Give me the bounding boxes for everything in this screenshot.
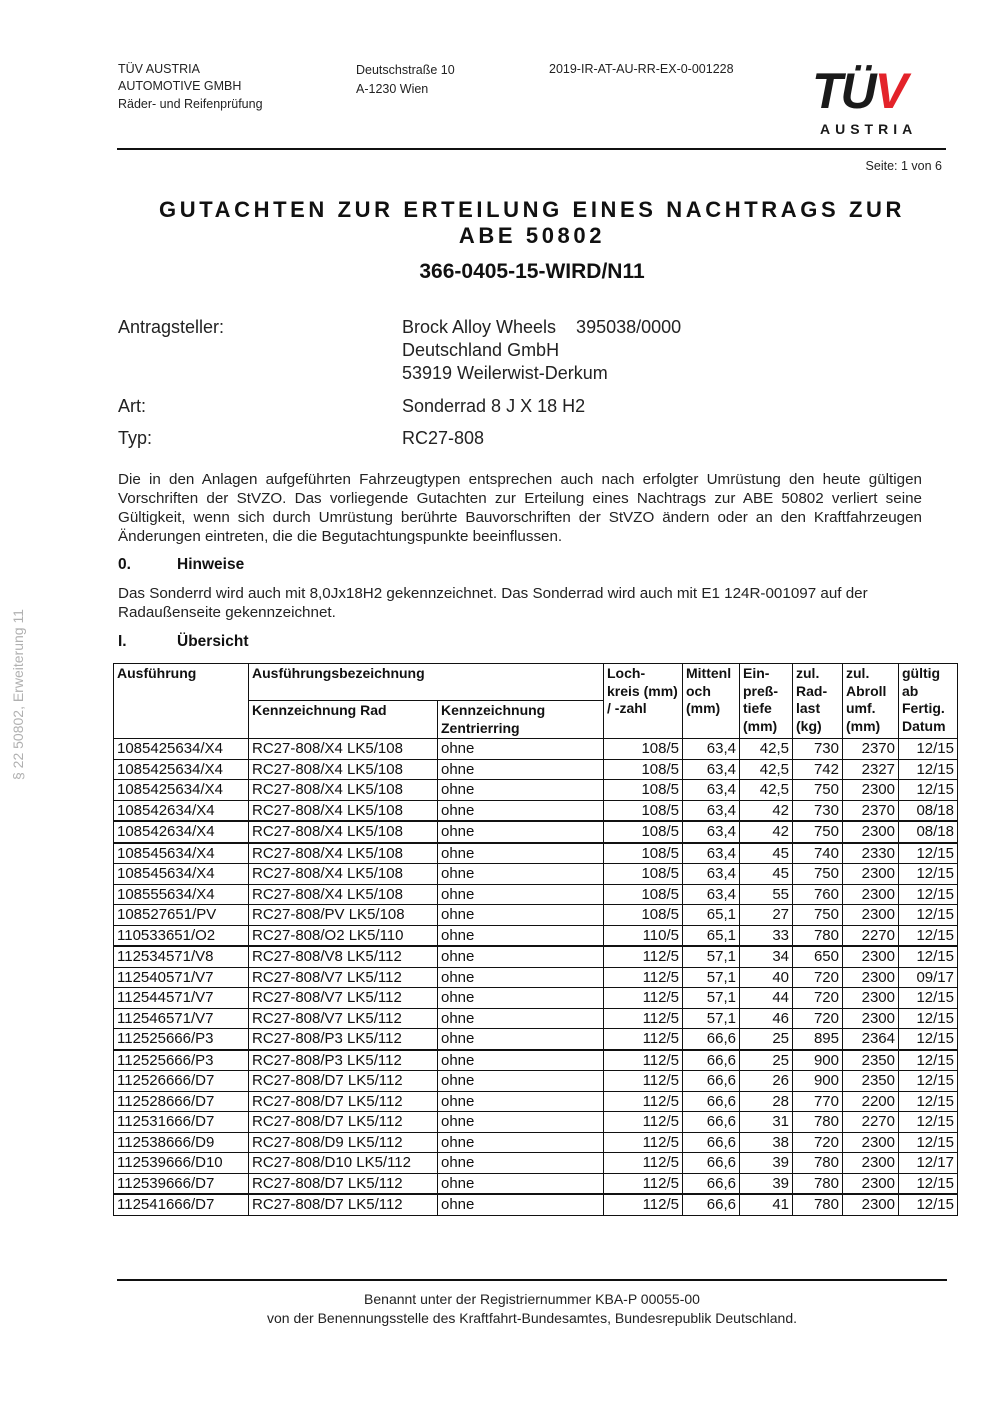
cell-ausfuehrung: 112544571/V7 xyxy=(114,988,249,1009)
cell-einpresstiefe: 38 xyxy=(740,1132,793,1153)
org-line: AUTOMOTIVE GMBH xyxy=(118,79,242,93)
cell-mittenloch: 57,1 xyxy=(683,988,740,1009)
cell-radlast: 750 xyxy=(793,821,843,843)
cell-einpresstiefe: 42,5 xyxy=(740,739,793,760)
cell-kennz-rad: RC27-808/D10 LK5/112 xyxy=(249,1153,438,1174)
cell-abrollumfang: 2330 xyxy=(843,843,899,864)
cell-kennz-rad: RC27-808/X4 LK5/108 xyxy=(249,884,438,905)
table-row xyxy=(114,1091,958,1112)
cell-mittenloch: 66,6 xyxy=(683,1194,740,1215)
cell-kennz-ring: ohne xyxy=(438,800,604,821)
cell-ausfuehrung: 112539666/D7 xyxy=(114,1173,249,1194)
table-row xyxy=(114,843,958,864)
cell-lochkreis: 108/5 xyxy=(604,905,683,926)
cell-abrollumfang: 2350 xyxy=(843,1050,899,1071)
cell-gueltig: 08/18 xyxy=(899,800,958,821)
cell-einpresstiefe: 46 xyxy=(740,1008,793,1029)
cell-ausfuehrung: 112525666/P3 xyxy=(114,1050,249,1071)
cell-ausfuehrung: 112539666/D10 xyxy=(114,1153,249,1174)
table-row xyxy=(114,988,958,1009)
cell-einpresstiefe: 25 xyxy=(740,1029,793,1050)
cell-abrollumfang: 2300 xyxy=(843,967,899,988)
table-header-row xyxy=(114,664,958,701)
table-row xyxy=(114,1173,958,1194)
col-header-ausfuehrung: Ausführung xyxy=(114,664,249,739)
cell-kennz-rad: RC27-808/X4 LK5/108 xyxy=(249,864,438,885)
cell-kennz-ring: ohne xyxy=(438,864,604,885)
section-number: 0. xyxy=(118,556,131,573)
cell-lochkreis: 112/5 xyxy=(604,1029,683,1050)
cell-kennz-rad: RC27-808/O2 LK5/110 xyxy=(249,925,438,946)
cell-mittenloch: 63,4 xyxy=(683,739,740,760)
cell-lochkreis: 108/5 xyxy=(604,843,683,864)
cell-einpresstiefe: 34 xyxy=(740,946,793,967)
cell-kennz-rad: RC27-808/D7 LK5/112 xyxy=(249,1194,438,1215)
cell-kennz-rad: RC27-808/D7 LK5/112 xyxy=(249,1112,438,1133)
cell-kennz-rad: RC27-808/X4 LK5/108 xyxy=(249,843,438,864)
cell-einpresstiefe: 25 xyxy=(740,1050,793,1071)
cell-gueltig: 12/15 xyxy=(899,925,958,946)
logo-wordmark xyxy=(812,63,907,119)
cell-lochkreis: 112/5 xyxy=(604,1132,683,1153)
cell-mittenloch: 66,6 xyxy=(683,1173,740,1194)
table-row xyxy=(114,759,958,780)
cell-kennz-rad: RC27-808/D7 LK5/112 xyxy=(249,1071,438,1092)
section-number: I. xyxy=(118,633,127,650)
cell-kennz-rad: RC27-808/D7 LK5/112 xyxy=(249,1091,438,1112)
address-block xyxy=(356,61,455,99)
cell-gueltig: 12/15 xyxy=(899,1112,958,1133)
document-title xyxy=(118,197,946,249)
cell-ausfuehrung: 112534571/V8 xyxy=(114,946,249,967)
table-row xyxy=(114,1029,958,1050)
cell-gueltig: 09/17 xyxy=(899,967,958,988)
cell-kennz-rad: RC27-808/X4 LK5/108 xyxy=(249,739,438,760)
cell-ausfuehrung: 112541666/D7 xyxy=(114,1194,249,1215)
cell-radlast: 780 xyxy=(793,925,843,946)
cell-gueltig: 12/15 xyxy=(899,1173,958,1194)
cell-einpresstiefe: 55 xyxy=(740,884,793,905)
cell-radlast: 720 xyxy=(793,1132,843,1153)
footer-line-1: Benannt unter der Registriernummer KBA-P 00055-00 xyxy=(364,1291,700,1307)
cell-einpresstiefe: 39 xyxy=(740,1173,793,1194)
cell-abrollumfang: 2370 xyxy=(843,739,899,760)
cell-gueltig: 12/15 xyxy=(899,988,958,1009)
cell-abrollumfang: 2300 xyxy=(843,946,899,967)
cell-ausfuehrung: 112540571/V7 xyxy=(114,967,249,988)
cell-ausfuehrung: 112538666/D9 xyxy=(114,1132,249,1153)
cell-lochkreis: 108/5 xyxy=(604,739,683,760)
cell-lochkreis: 108/5 xyxy=(604,759,683,780)
cell-mittenloch: 66,6 xyxy=(683,1029,740,1050)
cell-mittenloch: 66,6 xyxy=(683,1071,740,1092)
cell-radlast: 720 xyxy=(793,988,843,1009)
cell-kennz-rad: RC27-808/P3 LK5/112 xyxy=(249,1029,438,1050)
cell-radlast: 742 xyxy=(793,759,843,780)
typ-value: RC27-808 xyxy=(402,428,485,448)
logo-v-text: V xyxy=(874,63,907,119)
cell-lochkreis: 112/5 xyxy=(604,1008,683,1029)
table-row xyxy=(114,967,958,988)
cell-mittenloch: 63,4 xyxy=(683,884,740,905)
cell-radlast: 750 xyxy=(793,905,843,926)
table-row xyxy=(114,946,958,967)
cell-mittenloch: 66,6 xyxy=(683,1091,740,1112)
cell-mittenloch: 63,4 xyxy=(683,843,740,864)
cell-lochkreis: 108/5 xyxy=(604,884,683,905)
cell-gueltig: 12/15 xyxy=(899,1050,958,1071)
cell-abrollumfang: 2300 xyxy=(843,884,899,905)
document-number: 366-0405-15-WIRD/N11 xyxy=(419,260,645,283)
cell-kennz-rad: RC27-808/D7 LK5/112 xyxy=(249,1173,438,1194)
cell-abrollumfang: 2270 xyxy=(843,925,899,946)
cell-abrollumfang: 2300 xyxy=(843,1173,899,1194)
cell-abrollumfang: 2327 xyxy=(843,759,899,780)
table-row xyxy=(114,821,958,843)
cell-kennz-ring: ohne xyxy=(438,1071,604,1092)
table-row xyxy=(114,800,958,821)
table-row xyxy=(114,1194,958,1215)
table-row xyxy=(114,1132,958,1153)
cell-gueltig: 12/15 xyxy=(899,946,958,967)
cell-kennz-rad: RC27-808/V7 LK5/112 xyxy=(249,967,438,988)
cell-kennz-ring: ohne xyxy=(438,1173,604,1194)
page-indicator: Seite: 1 von 6 xyxy=(865,159,942,173)
cell-radlast: 740 xyxy=(793,843,843,864)
cell-kennz-rad: RC27-808/P3 LK5/112 xyxy=(249,1050,438,1071)
cell-mittenloch: 66,6 xyxy=(683,1153,740,1174)
cell-ausfuehrung: 1085425634/X4 xyxy=(114,759,249,780)
cell-einpresstiefe: 45 xyxy=(740,864,793,885)
antragsteller-line: Brock Alloy Wheels 395038/0000 xyxy=(402,317,682,337)
cell-einpresstiefe: 27 xyxy=(740,905,793,926)
cell-einpresstiefe: 42,5 xyxy=(740,759,793,780)
col-header-gueltig: gültig ab Fertig. Datum xyxy=(899,664,958,739)
art-label: Art: xyxy=(118,396,147,416)
cell-lochkreis: 112/5 xyxy=(604,988,683,1009)
cell-gueltig: 12/15 xyxy=(899,884,958,905)
cell-mittenloch: 66,6 xyxy=(683,1132,740,1153)
tuv-austria-logo xyxy=(812,63,946,142)
org-line: TÜV AUSTRIA xyxy=(118,62,200,76)
antragsteller-value xyxy=(402,316,681,385)
cell-abrollumfang: 2300 xyxy=(843,1132,899,1153)
cell-ausfuehrung: 108545634/X4 xyxy=(114,843,249,864)
cell-kennz-ring: ohne xyxy=(438,967,604,988)
cell-abrollumfang: 2370 xyxy=(843,800,899,821)
cell-einpresstiefe: 41 xyxy=(740,1194,793,1215)
cell-einpresstiefe: 42 xyxy=(740,800,793,821)
cell-lochkreis: 112/5 xyxy=(604,967,683,988)
antragsteller-line: 53919 Weilerwist-Derkum xyxy=(402,363,608,383)
cell-gueltig: 12/15 xyxy=(899,864,958,885)
cell-radlast: 730 xyxy=(793,739,843,760)
cell-kennz-rad: RC27-808/X4 LK5/108 xyxy=(249,800,438,821)
cell-lochkreis: 112/5 xyxy=(604,1050,683,1071)
cell-kennz-ring: ohne xyxy=(438,884,604,905)
col-header-radlast: zul. Rad- last (kg) xyxy=(793,664,843,739)
cell-abrollumfang: 2300 xyxy=(843,821,899,843)
cell-radlast: 750 xyxy=(793,864,843,885)
cell-mittenloch: 66,6 xyxy=(683,1050,740,1071)
table-row xyxy=(114,1112,958,1133)
cell-radlast: 900 xyxy=(793,1071,843,1092)
cell-ausfuehrung: 1085425634/X4 xyxy=(114,780,249,801)
cell-kennz-ring: ohne xyxy=(438,1194,604,1215)
table-row xyxy=(114,884,958,905)
cell-ausfuehrung: 112546571/V7 xyxy=(114,1008,249,1029)
cell-kennz-rad: RC27-808/V7 LK5/112 xyxy=(249,988,438,1009)
art-value: Sonderrad 8 J X 18 H2 xyxy=(402,396,586,416)
cell-kennz-ring: ohne xyxy=(438,946,604,967)
cell-einpresstiefe: 45 xyxy=(740,843,793,864)
table-row xyxy=(114,905,958,926)
col-header-kennz-ring: Kennzeichnung Zentrierring xyxy=(438,701,604,739)
cell-mittenloch: 63,4 xyxy=(683,800,740,821)
cell-kennz-ring: ohne xyxy=(438,1029,604,1050)
cell-einpresstiefe: 31 xyxy=(740,1112,793,1133)
footer-divider xyxy=(117,1279,947,1281)
cell-lochkreis: 112/5 xyxy=(604,1091,683,1112)
cell-radlast: 780 xyxy=(793,1153,843,1174)
cell-ausfuehrung: 110533651/O2 xyxy=(114,925,249,946)
col-header-bezeichnung: Ausführungsbezeichnung xyxy=(249,664,604,701)
cell-gueltig: 12/17 xyxy=(899,1153,958,1174)
cell-abrollumfang: 2350 xyxy=(843,1071,899,1092)
cell-radlast: 760 xyxy=(793,884,843,905)
cell-radlast: 650 xyxy=(793,946,843,967)
cell-abrollumfang: 2300 xyxy=(843,1153,899,1174)
section-title: Hinweise xyxy=(177,556,245,573)
cell-kennz-ring: ohne xyxy=(438,759,604,780)
cell-kennz-rad: RC27-808/PV LK5/108 xyxy=(249,905,438,926)
cell-mittenloch: 66,6 xyxy=(683,1112,740,1133)
cell-lochkreis: 112/5 xyxy=(604,946,683,967)
table-body xyxy=(114,739,958,1216)
col-header-kennz-rad: Kennzeichnung Rad xyxy=(249,701,438,739)
cell-ausfuehrung: 108545634/X4 xyxy=(114,864,249,885)
cell-gueltig: 12/15 xyxy=(899,780,958,801)
cell-lochkreis: 108/5 xyxy=(604,864,683,885)
cell-gueltig: 12/15 xyxy=(899,843,958,864)
cell-kennz-ring: ohne xyxy=(438,1132,604,1153)
cell-einpresstiefe: 40 xyxy=(740,967,793,988)
table-row xyxy=(114,1008,958,1029)
address-line: A-1230 Wien xyxy=(356,82,429,96)
cell-kennz-ring: ohne xyxy=(438,988,604,1009)
cell-einpresstiefe: 26 xyxy=(740,1071,793,1092)
cell-abrollumfang: 2300 xyxy=(843,1008,899,1029)
side-margin-note: § 22 50802, Erweiterung 11 xyxy=(10,609,26,780)
cell-lochkreis: 112/5 xyxy=(604,1194,683,1215)
cell-gueltig: 12/15 xyxy=(899,1132,958,1153)
cell-ausfuehrung: 112528666/D7 xyxy=(114,1091,249,1112)
section-hinweise-heading xyxy=(118,556,244,574)
cell-kennz-ring: ohne xyxy=(438,739,604,760)
cell-einpresstiefe: 33 xyxy=(740,925,793,946)
org-block xyxy=(118,61,263,113)
cell-abrollumfang: 2270 xyxy=(843,1112,899,1133)
reference-number: 2019-IR-AT-AU-RR-EX-0-001228 xyxy=(549,62,734,76)
cell-abrollumfang: 2300 xyxy=(843,1194,899,1215)
cell-ausfuehrung: 112526666/D7 xyxy=(114,1071,249,1092)
cell-gueltig: 12/15 xyxy=(899,1091,958,1112)
cell-einpresstiefe: 42,5 xyxy=(740,780,793,801)
cell-kennz-rad: RC27-808/V8 LK5/112 xyxy=(249,946,438,967)
cell-abrollumfang: 2300 xyxy=(843,988,899,1009)
cell-kennz-rad: RC27-808/X4 LK5/108 xyxy=(249,821,438,843)
cell-lochkreis: 108/5 xyxy=(604,821,683,843)
cell-lochkreis: 112/5 xyxy=(604,1112,683,1133)
cell-kennz-ring: ohne xyxy=(438,821,604,843)
cell-kennz-ring: ohne xyxy=(438,843,604,864)
section-title: Übersicht xyxy=(177,633,249,650)
cell-lochkreis: 108/5 xyxy=(604,800,683,821)
cell-abrollumfang: 2300 xyxy=(843,905,899,926)
cell-kennz-rad: RC27-808/X4 LK5/108 xyxy=(249,759,438,780)
cell-lochkreis: 112/5 xyxy=(604,1071,683,1092)
cell-gueltig: 12/15 xyxy=(899,905,958,926)
cell-ausfuehrung: 112525666/P3 xyxy=(114,1029,249,1050)
cell-radlast: 770 xyxy=(793,1091,843,1112)
table-row xyxy=(114,739,958,760)
cell-mittenloch: 57,1 xyxy=(683,946,740,967)
typ-label: Typ: xyxy=(118,428,153,448)
cell-mittenloch: 57,1 xyxy=(683,967,740,988)
cell-ausfuehrung: 112531666/D7 xyxy=(114,1112,249,1133)
cell-mittenloch: 65,1 xyxy=(683,925,740,946)
section-uebersicht-heading xyxy=(118,633,249,651)
title-line-2: ABE 50802 xyxy=(458,223,606,248)
col-header-mittenloch: Mittenl och (mm) xyxy=(683,664,740,739)
cell-gueltig: 12/15 xyxy=(899,1071,958,1092)
antragsteller-label: Antragsteller: xyxy=(118,317,225,337)
cell-gueltig: 12/15 xyxy=(899,1194,958,1215)
address-line: Deutschstraße 10 xyxy=(356,63,455,77)
footer-text xyxy=(118,1290,946,1328)
table-row xyxy=(114,780,958,801)
table-row xyxy=(114,864,958,885)
cell-mittenloch: 63,4 xyxy=(683,780,740,801)
cell-kennz-ring: ohne xyxy=(438,1153,604,1174)
footer-line-2: von der Benennungsstelle des Kraftfahrt-Bundesamtes, Bundesrepublik Deutschland. xyxy=(267,1310,797,1326)
cell-einpresstiefe: 44 xyxy=(740,988,793,1009)
cell-radlast: 730 xyxy=(793,800,843,821)
cell-ausfuehrung: 108542634/X4 xyxy=(114,821,249,843)
cell-einpresstiefe: 39 xyxy=(740,1153,793,1174)
cell-kennz-rad: RC27-808/V7 LK5/112 xyxy=(249,1008,438,1029)
cell-einpresstiefe: 28 xyxy=(740,1091,793,1112)
cell-gueltig: 12/15 xyxy=(899,1029,958,1050)
cell-radlast: 780 xyxy=(793,1194,843,1215)
cell-lochkreis: 112/5 xyxy=(604,1173,683,1194)
cell-mittenloch: 57,1 xyxy=(683,1008,740,1029)
wheel-overview-table xyxy=(113,663,958,1216)
col-header-einpresstiefe: Ein- preß- tiefe (mm) xyxy=(740,664,793,739)
cell-kennz-rad: RC27-808/D9 LK5/112 xyxy=(249,1132,438,1153)
cell-mittenloch: 65,1 xyxy=(683,905,740,926)
cell-radlast: 720 xyxy=(793,1008,843,1029)
cell-kennz-rad: RC27-808/X4 LK5/108 xyxy=(249,780,438,801)
cell-abrollumfang: 2200 xyxy=(843,1091,899,1112)
cell-radlast: 780 xyxy=(793,1112,843,1133)
cell-lochkreis: 112/5 xyxy=(604,1153,683,1174)
cell-ausfuehrung: 1085425634/X4 xyxy=(114,739,249,760)
cell-radlast: 900 xyxy=(793,1050,843,1071)
cell-kennz-ring: ohne xyxy=(438,780,604,801)
logo-austria-text: AUSTRIA xyxy=(820,121,918,137)
hinweise-text: Das Sonderrd wird auch mit 8,0Jx18H2 gekennzeichnet. Das Sonderrad wird auch mit E1 124R-001097 auf der Radaußenseite gekennzeichnet. xyxy=(118,585,868,621)
cell-einpresstiefe: 42 xyxy=(740,821,793,843)
cell-gueltig: 08/18 xyxy=(899,821,958,843)
col-header-abrollumfang: zul. Abroll umf. (mm) xyxy=(843,664,899,739)
cell-mittenloch: 63,4 xyxy=(683,864,740,885)
cell-kennz-ring: ohne xyxy=(438,905,604,926)
cell-radlast: 895 xyxy=(793,1029,843,1050)
intro-paragraph: Die in den Anlagen aufgeführten Fahrzeugtypen entsprechen auch nach erfolgter Umrüstung den heute gültigen Vorschriften der StVZO. Das vorliegende Gutachten zur Erteilung eines Nachtrags zur ABE 50802 verliert seine Gültigkeit, wenn sich durch Umrüstung berührte Bauvorschriften der StVZO ändern oder an den Kraftfahrzeugen Änderungen eintreten, die die Begutachtungspunkte beeinflussen. xyxy=(118,471,922,545)
cell-mittenloch: 63,4 xyxy=(683,759,740,780)
cell-ausfuehrung: 108542634/X4 xyxy=(114,800,249,821)
cell-radlast: 720 xyxy=(793,967,843,988)
cell-lochkreis: 108/5 xyxy=(604,780,683,801)
table-row xyxy=(114,925,958,946)
title-line-1: GUTACHTEN ZUR ERTEILUNG EINES NACHTRAGS ZUR xyxy=(159,197,905,222)
cell-abrollumfang: 2300 xyxy=(843,780,899,801)
cell-kennz-ring: ohne xyxy=(438,1050,604,1071)
logo-tu-text: TÜ xyxy=(812,63,875,119)
col-header-lochkreis: Loch- kreis (mm) / -zahl xyxy=(604,664,683,739)
cell-radlast: 750 xyxy=(793,780,843,801)
table-row xyxy=(114,1050,958,1071)
table-row xyxy=(114,1071,958,1092)
cell-radlast: 780 xyxy=(793,1173,843,1194)
cell-kennz-ring: ohne xyxy=(438,1008,604,1029)
antragsteller-line: Deutschland GmbH xyxy=(402,340,560,360)
org-line: Räder- und Reifenprüfung xyxy=(118,97,263,111)
cell-gueltig: 12/15 xyxy=(899,759,958,780)
cell-kennz-ring: ohne xyxy=(438,1112,604,1133)
header-divider xyxy=(117,148,946,150)
cell-gueltig: 12/15 xyxy=(899,739,958,760)
cell-mittenloch: 63,4 xyxy=(683,821,740,843)
cell-kennz-ring: ohne xyxy=(438,1091,604,1112)
cell-abrollumfang: 2364 xyxy=(843,1029,899,1050)
cell-abrollumfang: 2300 xyxy=(843,864,899,885)
cell-ausfuehrung: 108555634/X4 xyxy=(114,884,249,905)
cell-gueltig: 12/15 xyxy=(899,1008,958,1029)
table-row xyxy=(114,1153,958,1174)
cell-ausfuehrung: 108527651/PV xyxy=(114,905,249,926)
cell-kennz-ring: ohne xyxy=(438,925,604,946)
cell-lochkreis: 110/5 xyxy=(604,925,683,946)
